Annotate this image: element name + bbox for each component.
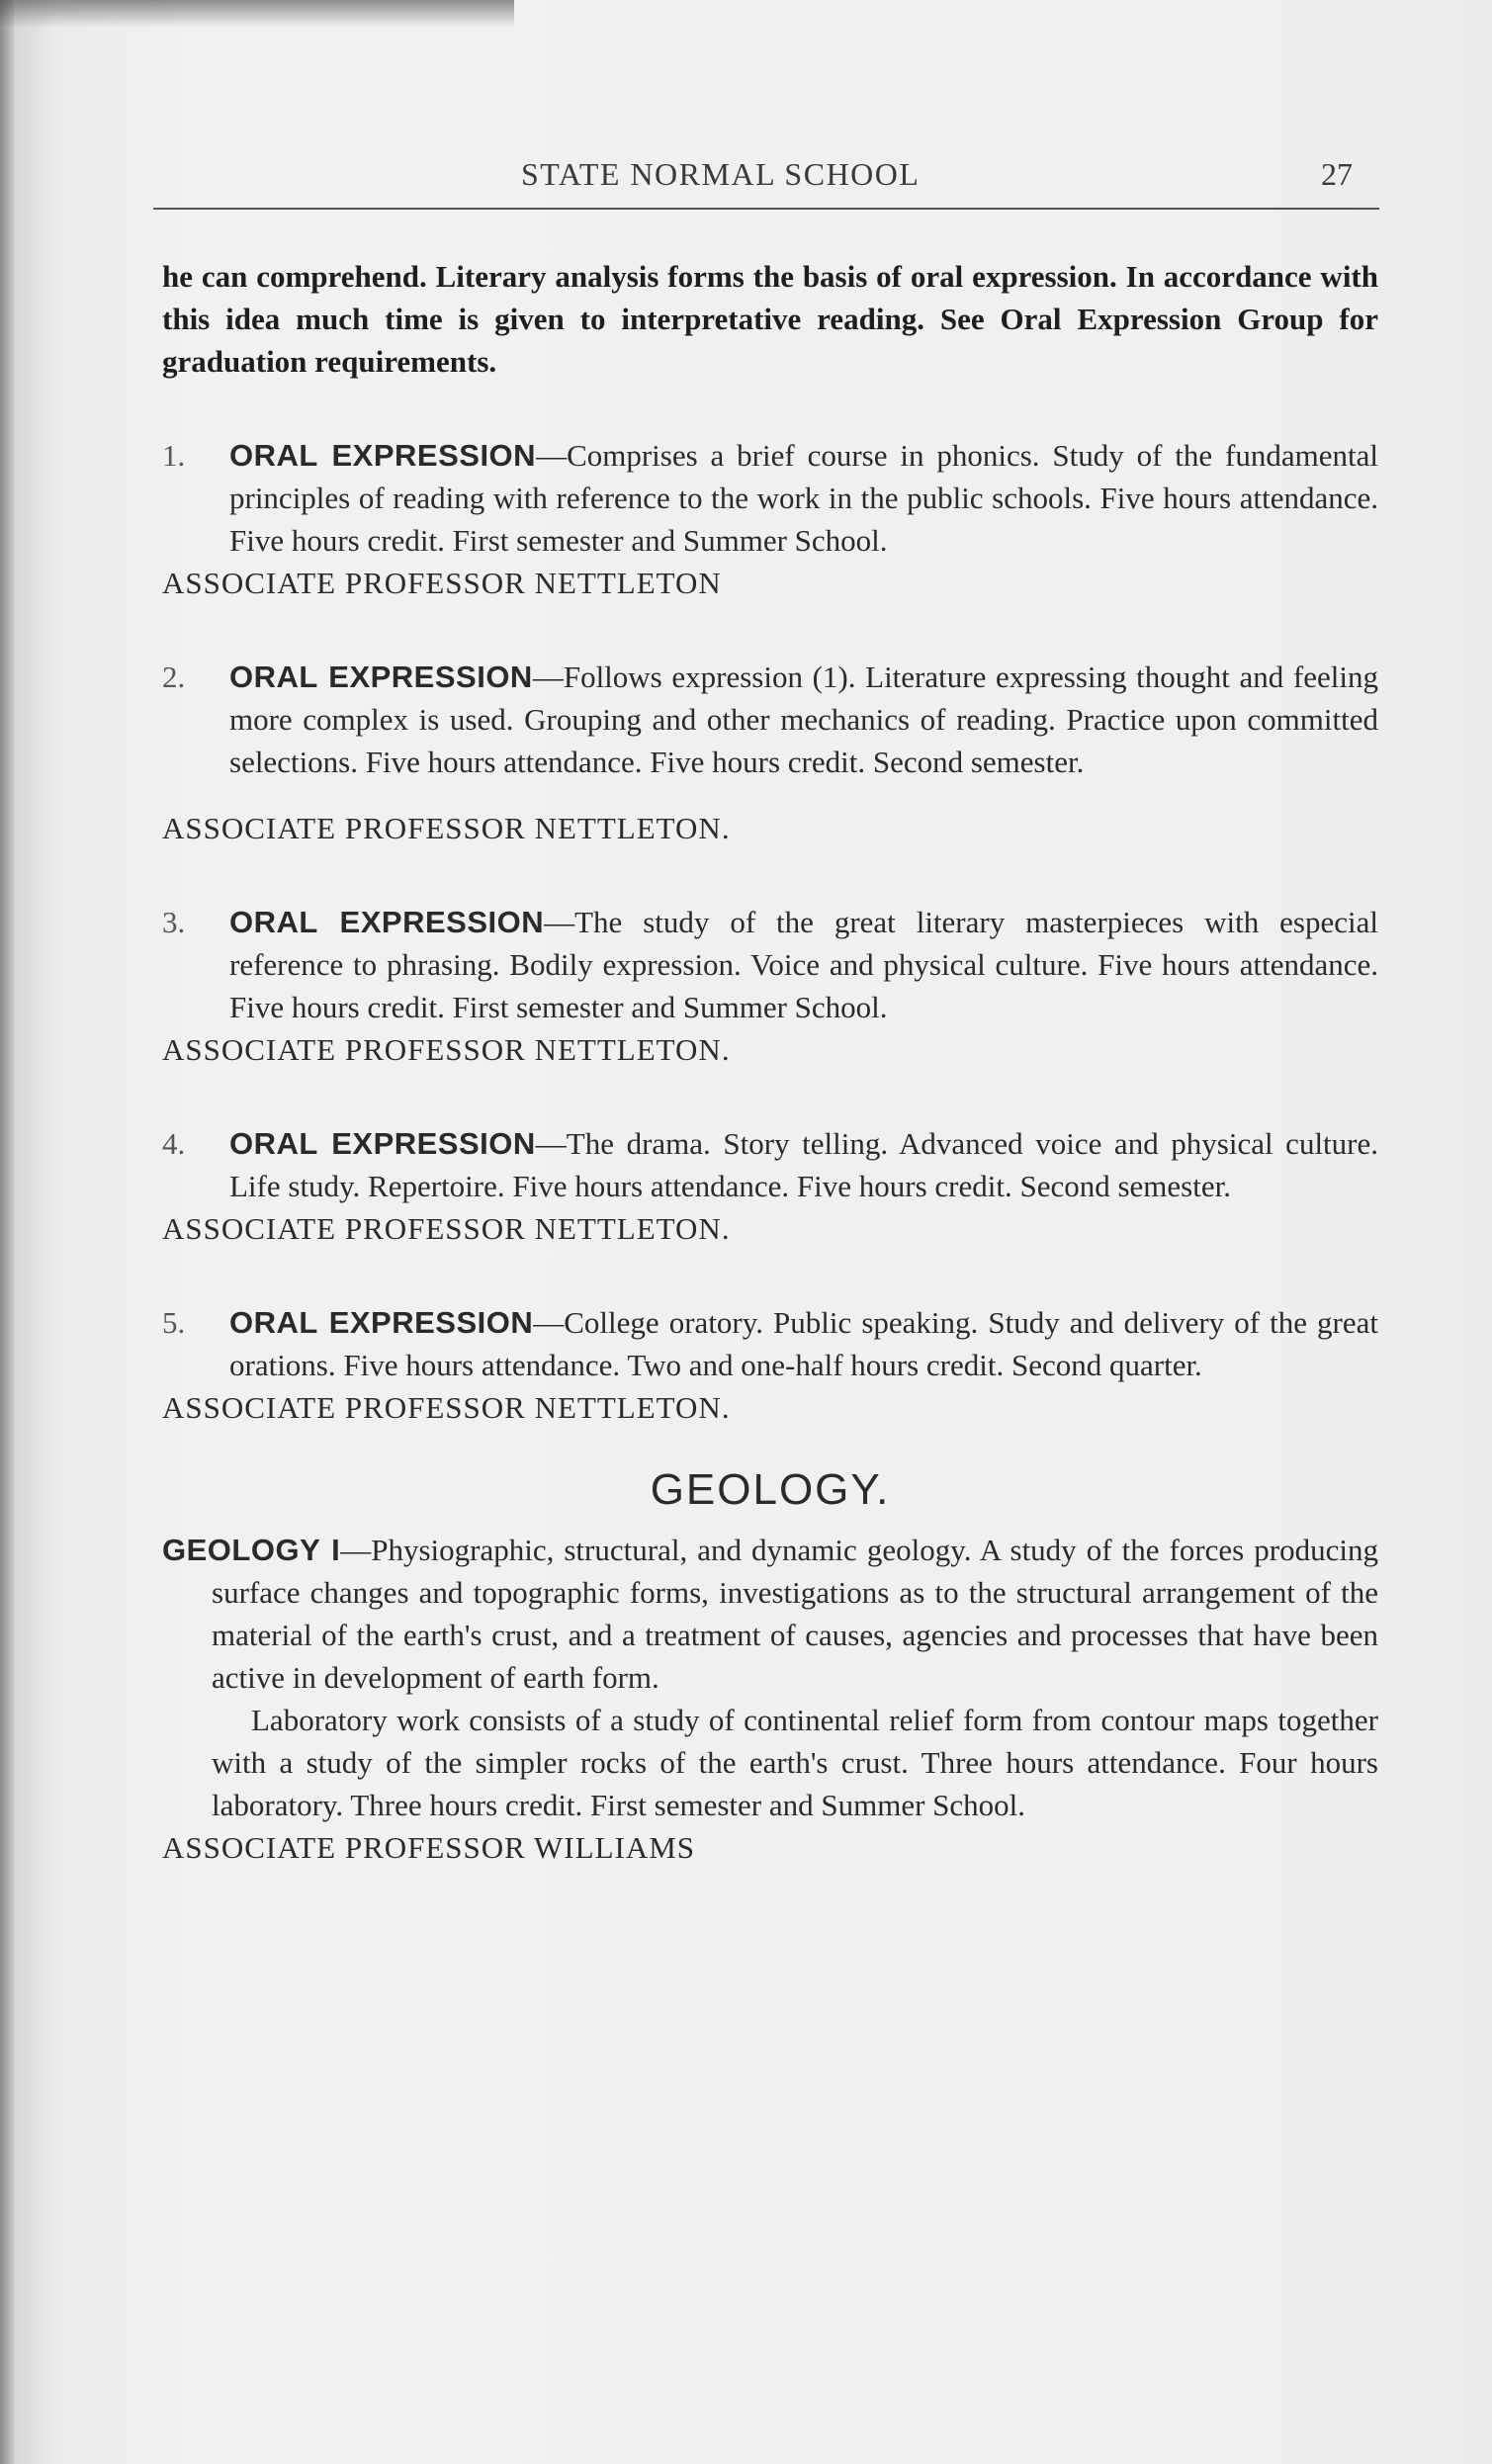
- course-instructor: ASSOCIATE PROFESSOR NETTLETON.: [162, 1390, 731, 1425]
- course-title: ORAL EXPRESSION: [229, 905, 545, 939]
- course-title: ORAL EXPRESSION: [229, 438, 537, 473]
- course-number: 3.: [162, 905, 186, 939]
- course-instructor: ASSOCIATE PROFESSOR NETTLETON: [162, 566, 722, 600]
- course-instructor: ASSOCIATE PROFESSOR NETTLETON.: [162, 1032, 731, 1067]
- course-number: 5.: [162, 1305, 186, 1340]
- course-paragraph: [162, 901, 1378, 1028]
- page-content: [162, 255, 1378, 1869]
- course-entry-1: [162, 434, 1378, 604]
- course-description: —Comprises a brief course in phonics. Study of the fundamental principles of reading with reference to the work in the public schools. Five hours attendance. Five hours credit. First semester and Summer School.: [229, 438, 1378, 558]
- course-entry-4: [162, 1122, 1378, 1250]
- geology-description: —Physiographic, structural, and dynamic geology. A study of the forces producing surface changes and topographic forms, investigations as to the structural arrangement of the material of the earth's crust, and a treatment of causes, agencies and processes that have been active in development of earth form.: [212, 1533, 1378, 1695]
- top-edge-shadow: [0, 0, 514, 28]
- course-entry-3: [162, 901, 1378, 1071]
- course-title: ORAL EXPRESSION: [229, 1126, 536, 1161]
- section-title-geology: GEOLOGY.: [650, 1465, 891, 1514]
- course-number: 4.: [162, 1126, 186, 1161]
- running-head-title: STATE NORMAL SCHOOL: [521, 156, 921, 192]
- running-head: [0, 156, 1492, 196]
- book-spine-shadow: [0, 0, 14, 2464]
- geology-paragraph-2: Laboratory work consists of a study of continental relief form from contour maps together with a study of the simpler rocks of the earth's crust. Three hours attendance. Four hours laboratory. Three hours credit. First semester and Summer School.: [212, 1703, 1378, 1822]
- course-paragraph: [162, 1301, 1378, 1386]
- geology-entry: [162, 1529, 1378, 1869]
- course-number: 1.: [162, 438, 186, 473]
- intro-paragraph: he can comprehend. Literary analysis forms the basis of oral expression. In accordance with this idea much time is given to interpretative reading. See Oral Expression Group for graduation requirements.: [162, 259, 1378, 379]
- course-description: —The study of the great literary masterpieces with especial reference to phrasing. Bodily expression. Voice and physical culture. Five hours attendance. Five hours credit. First semester and Summer School.: [229, 905, 1378, 1024]
- page-number: 27: [1321, 156, 1353, 192]
- course-paragraph: [162, 1122, 1378, 1207]
- course-paragraph: [162, 434, 1378, 562]
- course-description: —Follows expression (1). Literature expressing thought and feeling more complex is used. Grouping and other mechanics of reading. Practice upon committed selections. Five hours attendance. Five hours credit. Second semester.: [229, 660, 1379, 779]
- course-number: 2.: [162, 660, 186, 694]
- course-paragraph: [162, 656, 1378, 783]
- course-entry-2: [162, 656, 1378, 849]
- course-title: ORAL EXPRESSION: [229, 660, 533, 694]
- course-instructor: ASSOCIATE PROFESSOR NETTLETON.: [162, 811, 731, 845]
- geology-paragraph-1: [162, 1529, 1378, 1699]
- course-description: —College oratory. Public speaking. Study and delivery of the great orations. Five hours attendance. Two and one-half hours credit. Second quarter.: [229, 1305, 1378, 1382]
- course-instructor: ASSOCIATE PROFESSOR NETTLETON.: [162, 1211, 731, 1246]
- geology-instructor: ASSOCIATE PROFESSOR WILLIAMS: [162, 1830, 696, 1865]
- geology-course-title: GEOLOGY I: [162, 1533, 341, 1567]
- header-rule: [153, 208, 1379, 210]
- course-description: —The drama. Story telling. Advanced voice and physical culture. Life study. Repertoire. Five hours attendance. Five hours credit. Second semester.: [229, 1126, 1378, 1203]
- course-entry-5: [162, 1301, 1378, 1429]
- course-title: ORAL EXPRESSION: [229, 1305, 534, 1340]
